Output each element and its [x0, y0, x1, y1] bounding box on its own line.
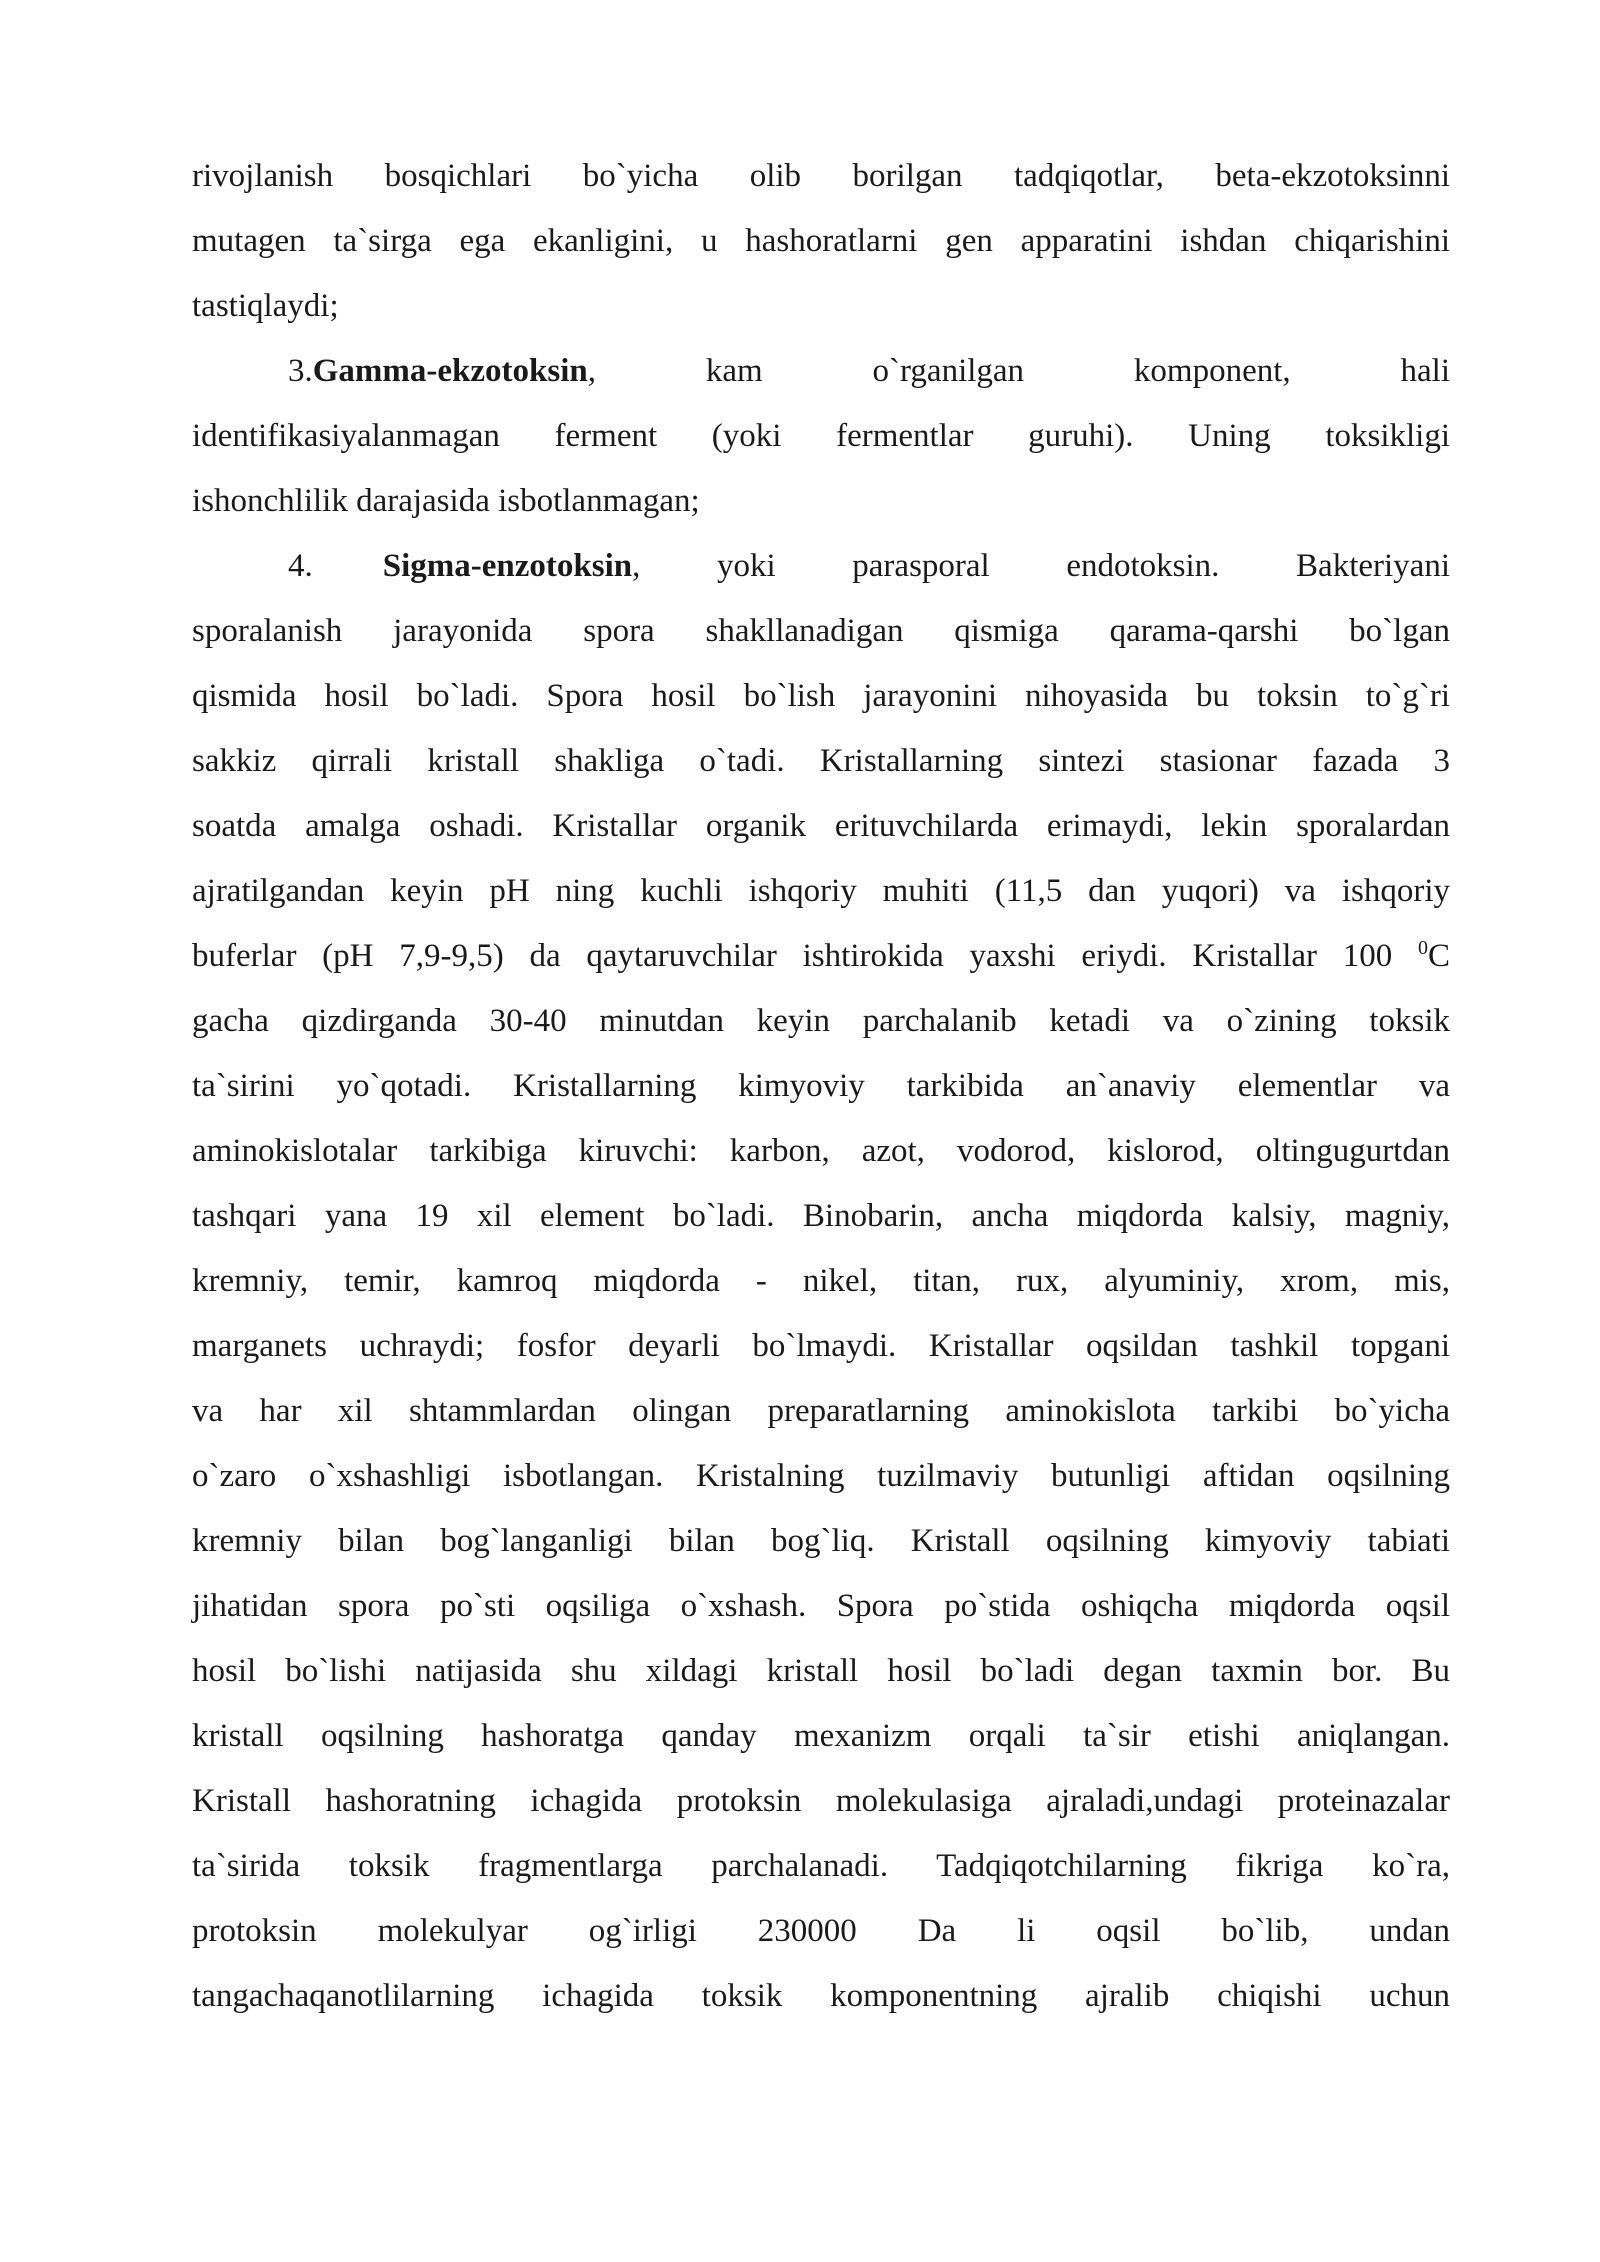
text-run: , kam o`rganilgan komponent, hali: [587, 353, 1450, 389]
text-line: aminokislotalar tarkibiga kiruvchi: karbon, azot, vodorod, kislorod, oltingugurtdan: [192, 1133, 1450, 1169]
text-line: tastiqlaydi;: [192, 288, 339, 324]
text-run: buferlar (pH 7,9-9,5) da qaytaruvchilar ishtirokida yaxshi eriydi. Kristallar 100: [192, 938, 1418, 974]
paragraph-3-first-line: [192, 343, 1450, 408]
list-number: 4.: [288, 548, 313, 584]
superscript-degree: 0: [1417, 937, 1428, 959]
text-line: ta`sirida toksik fragmentlarga parchalanadi. Tadqiqotchilarning fikriga ko`ra,: [192, 1848, 1450, 1884]
text-line: jihatidan spora po`sti oqsiliga o`xshash. Spora po`stida oshiqcha miqdorda oqsil: [192, 1588, 1450, 1624]
term-gamma-ekzotoksin: Gamma-ekzotoksin: [312, 353, 588, 389]
text-line: kremniy bilan bog`langanligi bilan bog`liq. Kristall oqsilning kimyoviy tabiati: [192, 1523, 1450, 1559]
text-line: ta`sirini yo`qotadi. Kristallarning kimyoviy tarkibida an`anaviy elementlar va: [192, 1068, 1450, 1104]
list-number: 3.: [288, 353, 313, 389]
term-sigma-enzotoksin: Sigma-enzotoksin: [382, 548, 633, 584]
text-line: sporalanish jarayonida spora shakllanadigan qismiga qarama-qarshi bo`lgan: [192, 613, 1450, 649]
text-line: kristall oqsilning hashoratga qanday mexanizm orqali ta`sir etishi aniqlangan.: [192, 1718, 1450, 1754]
text-run: C: [1427, 938, 1450, 974]
text-line: mutagen ta`sirga ega ekanligini, u hashoratlarni gen apparatini ishdan chiqarishini: [192, 223, 1450, 259]
text-line: Kristall hashoratning ichagida protoksin molekulasiga ajraladi,undagi proteinazalar: [192, 1783, 1450, 1819]
text-line: rivojlanish bosqichlari bo`yicha olib borilgan tadqiqotlar, beta-ekzotoksinni: [192, 158, 1450, 194]
text-line: kremniy, temir, kamroq miqdorda - nikel, titan, rux, alyuminiy, xrom, mis,: [192, 1263, 1450, 1299]
text-line: identifikasiyalanmagan ferment (yoki fermentlar guruhi). Uning toksikligi: [192, 418, 1450, 454]
text-line: va har xil shtammlardan olingan preparatlarning aminokislota tarkibi bo`yicha: [192, 1393, 1450, 1429]
paragraph-4-first-line: [192, 538, 1450, 603]
text-line: marganets uchraydi; fosfor deyarli bo`lmaydi. Kristallar oqsildan tashkil topgani: [192, 1328, 1450, 1364]
text-line: ishonchlilik darajasida isbotlanmagan;: [192, 483, 700, 519]
text-line: qismida hosil bo`ladi. Spora hosil bo`lish jarayonini nihoyasida bu toksin to`g`ri: [192, 678, 1450, 714]
text-line: gacha qizdirganda 30-40 minutdan keyin parchalanib ketadi va o`zining toksik: [192, 1003, 1450, 1039]
text-run: , yoki parasporal endotoksin. Bakteriyani: [632, 548, 1450, 584]
text-line: tashqari yana 19 xil element bo`ladi. Binobarin, ancha miqdorda kalsiy, magniy,: [192, 1198, 1450, 1234]
text-line: sakkiz qirrali kristall shakliga o`tadi. Kristallarning sintezi stasionar fazada 3: [192, 743, 1450, 779]
text-line: tangachaqanotlilarning ichagida toksik komponentning ajralib chiqishi uchun: [192, 1978, 1450, 2014]
text-line: protoksin molekulyar og`irligi 230000 Da li oqsil bo`lib, undan: [192, 1913, 1450, 1949]
text-line: hosil bo`lishi natijasida shu xildagi kristall hosil bo`ladi degan taxmin bor. Bu: [192, 1653, 1450, 1689]
text-line: soatda amalga oshadi. Kristallar organik erituvchilarda erimaydi, lekin sporalardan: [192, 808, 1450, 844]
document-page: [192, 148, 1450, 2033]
text-line: o`zaro o`xshashligi isbotlangan. Kristalning tuzilmaviy butunligi aftidan oqsilning: [192, 1458, 1450, 1494]
text-line: ajratilgandan keyin pH ning kuchli ishqoriy muhiti (11,5 dan yuqori) va ishqoriy: [192, 873, 1450, 909]
text-line-with-superscript: [192, 928, 1450, 993]
